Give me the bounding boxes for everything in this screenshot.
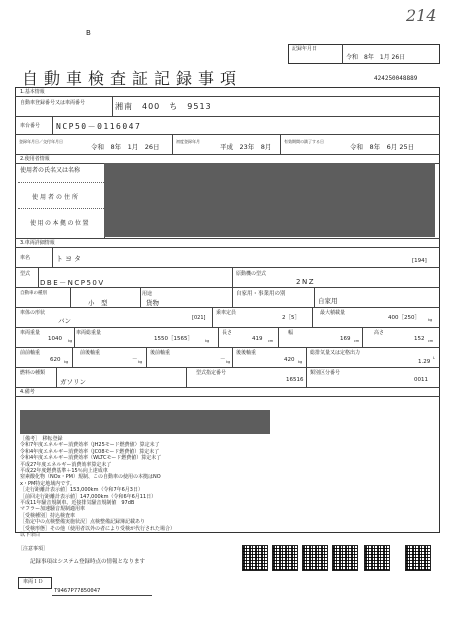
- maker-label: 車名: [20, 255, 31, 261]
- remark-line: マフラー加速騒音規制適用車: [20, 506, 86, 513]
- remark-line: ［受検形態］その他（使用者以外の者により受検が代行された場合）: [20, 525, 176, 532]
- model-label: 型式: [20, 271, 31, 277]
- remark-line: ［備考］ 移転登録: [20, 436, 63, 442]
- form-mark: B: [86, 29, 91, 37]
- displacement-label: 総排気量又は定格出力: [310, 350, 361, 356]
- rear-front-label: 後前軸重: [150, 350, 171, 356]
- notice-text: 記録事項はシステム登録時点の情報となります: [30, 559, 145, 565]
- rear-front-value: －: [220, 357, 226, 363]
- qr-code-6: [405, 545, 431, 571]
- private-label: 自家用・事業用の別: [236, 291, 286, 297]
- maker-code: [194]: [412, 258, 427, 264]
- width-value: 169: [340, 336, 351, 342]
- displacement-unit: L: [433, 356, 435, 360]
- qr-code-3: [302, 545, 328, 571]
- remark-line: 平成27年度エネルギー消費効率算定未了: [20, 461, 112, 468]
- notice-heading: ［注意事項］: [18, 546, 49, 552]
- rear-axle-unit: kg: [298, 360, 303, 364]
- remark-line: ［前回走行距離計表示値］147,000km（令和6年6月11日）: [20, 493, 157, 500]
- remark-line: 以下余白: [20, 532, 41, 539]
- front-rear-label: 前後軸重: [80, 350, 101, 356]
- remark-line: ［受検種別］持込検査車: [20, 512, 76, 519]
- qr-code-1: [242, 545, 268, 571]
- reg-date-label: 登録年月日／交付年月日: [19, 139, 63, 144]
- user-name-label: 使用者の氏名又は名称: [20, 167, 81, 174]
- remark-line: ［指定中の点検整備実施状況］点検整備記録簿記載あり: [20, 519, 146, 526]
- capacity-value: 2［5］: [282, 315, 300, 321]
- length-label: 長さ: [222, 330, 233, 336]
- engine-value: 2NZ: [296, 278, 315, 286]
- remark-line: 平成22年度燃費基準＋15％向上達成車: [20, 468, 108, 475]
- width-label: 幅: [288, 330, 294, 336]
- front-axle-value: 620: [50, 357, 61, 363]
- remarks-block: [20, 436, 320, 539]
- chassis-label: 車台番号: [20, 123, 41, 129]
- handwritten-note: 214: [406, 6, 437, 25]
- body-value: バン: [58, 317, 71, 325]
- kind-value: 小 型: [88, 299, 108, 307]
- qr-code-5: [364, 545, 390, 571]
- use-label: 用途: [142, 291, 153, 297]
- reg-date-value: 令和 8年 1月 26日: [91, 143, 160, 151]
- user-info-redaction: [104, 163, 435, 237]
- load-unit: kg: [428, 318, 433, 322]
- category-value: 0011: [414, 377, 428, 383]
- front-axle-label: 前前軸重: [20, 350, 41, 356]
- kind-label: 自動車の種別: [20, 291, 47, 296]
- user-address-label: 使用者の住所: [32, 194, 81, 201]
- chassis-value: NCP50－0116047: [56, 122, 142, 131]
- body-code: [021]: [192, 315, 206, 321]
- body-label: 車体の形状: [20, 310, 46, 316]
- remark-line: ［走行距離計表示値］153,000km（令和7年6月3日）: [20, 487, 143, 494]
- section1-heading: 1.基本情報: [20, 89, 45, 95]
- section3-heading: 3.車両詳細情報: [20, 240, 55, 246]
- user-base-label: 使用の本拠の位置: [30, 220, 91, 227]
- remark-line: x・PM特定地域内です。: [20, 480, 75, 487]
- first-reg-value: 平成 23年 8月: [220, 143, 272, 151]
- height-unit: cm: [428, 339, 434, 343]
- width-unit: cm: [354, 339, 360, 343]
- section2-heading: 2.使用者情報: [20, 156, 50, 162]
- fuel-label: 燃料の種類: [20, 370, 46, 376]
- total-weight-unit: kg: [205, 339, 210, 343]
- document-title: 自動車検査証記録事項: [22, 69, 243, 88]
- total-weight-label: 車両総重量: [76, 330, 102, 336]
- rear-axle-label: 後後軸重: [236, 350, 257, 356]
- section4-heading: 4.備考: [20, 389, 35, 395]
- remark-line: 平成11年騒音規制車、近接排気騒音規制値 97dB: [20, 500, 135, 507]
- remark-line: 令和4年度エネルギー消費効率（WLTCモード燃費値）算定未了: [20, 455, 162, 462]
- remark-line: 令和7年度エネルギー消費効率（JH25モード燃費値）算定未了: [20, 442, 160, 449]
- remark-line: 窒素酸化物（NOx・PM）規制、この自動車の使用の本拠はNO: [20, 474, 161, 481]
- height-value: 152: [414, 336, 425, 342]
- qr-code-2: [272, 545, 298, 571]
- vehicle-id-value: T9467P7785O047: [54, 588, 101, 594]
- capacity-label: 乗車定員: [216, 310, 237, 316]
- expiry-value: 令和 8年 6月 25日: [350, 143, 415, 151]
- plate-value: 湘南 400 ち 9513: [115, 102, 212, 111]
- qr-code-4: [332, 545, 358, 571]
- type-cert-value: 16516: [286, 377, 304, 383]
- maker-value: トヨタ: [56, 255, 83, 263]
- total-weight-value: 1550［1565］: [154, 336, 193, 342]
- model-value: DBE－NCP50V: [40, 279, 105, 287]
- load-label: 最大積載量: [320, 310, 346, 316]
- weight-unit: kg: [68, 339, 73, 343]
- remark-line: 令和4年度エネルギー消費効率（JC08モード燃費値）算定未了: [20, 448, 160, 455]
- rear-axle-value: 420: [284, 357, 295, 363]
- record-date-value: 令和 8年 1月 26日: [346, 54, 406, 61]
- plate-label: 自動車登録番号又は車両番号: [20, 100, 86, 106]
- rear-front-unit: kg: [226, 360, 231, 364]
- category-label: 類別区分番号: [310, 370, 341, 376]
- front-rear-unit: kg: [138, 360, 143, 364]
- front-axle-unit: kg: [64, 360, 69, 364]
- fuel-value: ガソリン: [60, 378, 86, 386]
- length-unit: cm: [268, 339, 274, 343]
- vehicle-id-label: 車両ＩＤ: [23, 579, 44, 585]
- load-value: 400［250］: [388, 315, 420, 321]
- displacement-value: 1.29: [418, 359, 431, 365]
- document-number: 424250048889: [374, 75, 418, 82]
- first-reg-label: 初度登録年月: [176, 139, 200, 144]
- weight-label: 車両重量: [20, 330, 41, 336]
- expiry-label: 有効期間の満了する日: [284, 139, 324, 144]
- type-cert-label: 型式指定番号: [196, 370, 227, 376]
- front-rear-value: －: [132, 357, 138, 363]
- record-date-label: 記録年月日: [292, 46, 318, 52]
- engine-label: 原動機の型式: [236, 271, 267, 277]
- length-value: 419: [252, 336, 263, 342]
- weight-value: 1040: [48, 336, 62, 342]
- height-label: 高さ: [374, 330, 385, 336]
- private-value: 自家用: [318, 297, 338, 305]
- use-value: 貨物: [146, 299, 159, 307]
- remarks-redaction: [20, 410, 270, 434]
